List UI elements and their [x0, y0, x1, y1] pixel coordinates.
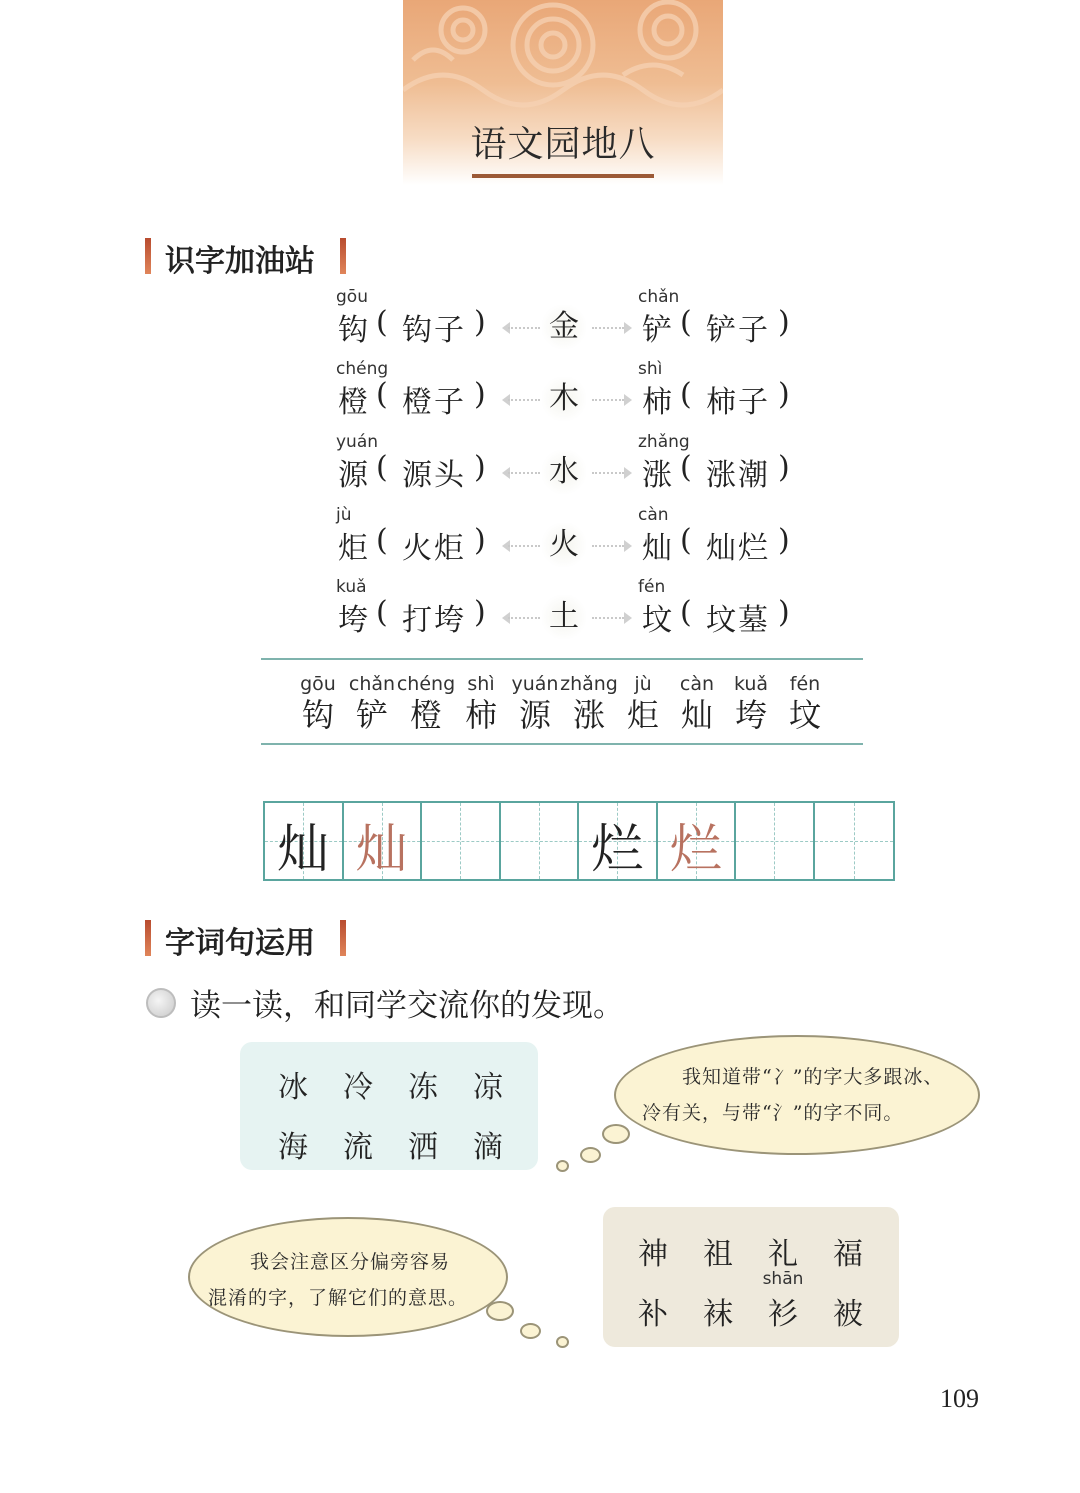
speech-bubble-right	[614, 1035, 980, 1155]
right-char: 坟	[642, 603, 672, 638]
paren-close: )	[778, 595, 790, 630]
paren-close: )	[474, 305, 486, 340]
radical-char: 火	[542, 523, 586, 567]
char-line-char: 橙	[409, 696, 442, 734]
char-line-pinyin: jù	[634, 673, 652, 695]
char-line-char: 坟	[788, 696, 821, 734]
paren-close: )	[474, 595, 486, 630]
arrow-line	[508, 327, 540, 331]
left-pinyin: gōu	[336, 287, 368, 307]
box-char: 洒	[408, 1130, 438, 1165]
paren-close: )	[778, 305, 790, 340]
radical-row	[330, 285, 810, 355]
right-char: 涨	[642, 458, 672, 493]
right-pinyin: zhǎng	[638, 432, 690, 452]
ice-radical-box	[240, 1042, 538, 1170]
left-char: 垮	[338, 603, 368, 638]
char-line-top-rule	[261, 658, 863, 660]
grid-cell	[736, 803, 815, 879]
char-line-char: 柿	[464, 696, 497, 734]
pinyin-shan: shān	[762, 1269, 804, 1289]
right-word: 灿烂	[706, 531, 770, 566]
right-pinyin: chǎn	[638, 287, 680, 307]
arrow-line	[508, 472, 540, 476]
char-line-pinyin: zhǎng	[560, 673, 618, 695]
right-word: 坟墓	[706, 603, 770, 638]
paren-open: (	[680, 595, 692, 630]
right-pinyin: shì	[638, 359, 663, 379]
writing-grid	[263, 801, 895, 881]
paren-open: (	[376, 523, 388, 558]
box-char: 滴	[473, 1130, 503, 1165]
box-char: 海	[278, 1130, 308, 1165]
left-char: 橙	[338, 385, 368, 420]
radical-row	[330, 575, 810, 645]
grid-cell	[344, 803, 423, 879]
radical-char: 土	[542, 595, 586, 639]
arrow-right-icon	[624, 612, 632, 624]
left-word: 源头	[402, 458, 466, 493]
char-line-pinyin: kuǎ	[733, 673, 769, 695]
left-pinyin: yuán	[336, 432, 379, 452]
title-underline	[472, 174, 654, 178]
bubble-dot	[486, 1301, 514, 1321]
char-line-bottom-rule	[261, 743, 863, 745]
clothing-radical-box	[603, 1207, 899, 1347]
bubble-dot	[556, 1160, 569, 1172]
arrow-line	[508, 545, 540, 549]
char-line-pinyin: fén	[789, 673, 821, 695]
arrow-right-icon	[624, 394, 632, 406]
page-title: 语文园地八	[470, 124, 656, 165]
instruction-text: 读一读，和同学交流你的发现。	[190, 988, 624, 1024]
left-char: 源	[338, 458, 368, 493]
bubble-dot	[556, 1336, 569, 1348]
right-char: 灿	[642, 531, 672, 566]
section-marker-left	[145, 238, 151, 274]
box-char: 神	[638, 1237, 668, 1272]
radical-char: 金	[542, 305, 586, 349]
box-char: 冻	[408, 1070, 438, 1105]
bubble-dot	[602, 1124, 630, 1144]
paren-open: (	[680, 523, 692, 558]
left-word: 火炬	[402, 531, 466, 566]
left-word: 钩子	[402, 313, 466, 348]
arrow-line	[592, 545, 624, 549]
radical-char: 木	[542, 377, 586, 421]
section-marker-right	[340, 238, 346, 274]
box-char: 礼	[768, 1237, 798, 1272]
arrow-line	[508, 399, 540, 403]
arrow-right-icon	[624, 467, 632, 479]
bubble-dot	[580, 1147, 601, 1163]
paren-open: (	[680, 377, 692, 412]
trace-char: 灿	[355, 820, 408, 880]
char-line-char: 垮	[734, 696, 767, 734]
char-line-char: 炬	[626, 696, 659, 734]
section-title-shizi: 识字加油站	[165, 244, 315, 279]
box-char: 凉	[473, 1070, 503, 1105]
trace-char: 烂	[669, 820, 722, 880]
section-marker-right	[340, 920, 346, 956]
left-char: 炬	[338, 531, 368, 566]
left-char: 钩	[338, 313, 368, 348]
left-word: 橙子	[402, 385, 466, 420]
paren-open: (	[376, 595, 388, 630]
right-pinyin: càn	[638, 505, 669, 525]
arrow-right-icon	[624, 540, 632, 552]
left-word: 打垮	[402, 603, 466, 638]
grid-cell	[265, 803, 344, 879]
left-pinyin: kuǎ	[336, 577, 367, 597]
radical-char: 水	[542, 450, 586, 494]
box-char: 冰	[278, 1070, 308, 1105]
arrow-line	[592, 327, 624, 331]
char-line-char: 涨	[572, 696, 605, 734]
model-char: 灿	[277, 820, 330, 880]
right-char: 柿	[642, 385, 672, 420]
char-line-char: 源	[518, 696, 551, 734]
grid-cell	[501, 803, 580, 879]
arrow-line	[592, 472, 624, 476]
section-title-zici: 字词句运用	[165, 926, 315, 961]
left-pinyin: chéng	[336, 359, 389, 379]
paren-close: )	[778, 450, 790, 485]
section-marker-left	[145, 920, 151, 956]
paren-open: (	[680, 305, 692, 340]
grid-cell	[815, 803, 893, 879]
right-word: 涨潮	[706, 458, 770, 493]
arrow-line	[592, 399, 624, 403]
char-line-char: 灿	[680, 696, 713, 734]
char-line-char: 钩	[301, 696, 334, 734]
radical-row	[330, 503, 810, 573]
box-char: 祖	[703, 1237, 733, 1272]
char-line-pinyin: chǎn	[348, 673, 396, 695]
box-char: 袜	[703, 1297, 733, 1332]
right-pinyin: fén	[638, 577, 666, 597]
paren-close: )	[778, 523, 790, 558]
grid-cell	[422, 803, 501, 879]
radical-row	[330, 430, 810, 500]
char-line-pinyin: shì	[467, 673, 495, 695]
paren-close: )	[474, 523, 486, 558]
bubble-right-line1: 我知道带“冫”的字大多跟冰、	[682, 1066, 944, 1088]
box-char: 衫	[768, 1297, 798, 1332]
char-line-pinyin: yuán	[511, 673, 559, 695]
page-number: 109	[940, 1384, 979, 1413]
box-char: 福	[833, 1237, 863, 1272]
box-char: 补	[638, 1297, 668, 1332]
paren-open: (	[376, 377, 388, 412]
paren-close: )	[778, 377, 790, 412]
char-line-pinyin: càn	[679, 673, 715, 695]
bubble-left-line1: 我会注意区分偏旁容易	[250, 1251, 451, 1273]
right-word: 铲子	[706, 313, 770, 348]
paren-close: )	[474, 450, 486, 485]
right-word: 柿子	[706, 385, 770, 420]
arrow-line	[592, 617, 624, 621]
paren-close: )	[474, 377, 486, 412]
char-line-pinyin: chéng	[396, 673, 456, 695]
bubble-left-line2: 混淆的字，了解它们的意思。	[208, 1287, 469, 1309]
arrow-line	[508, 617, 540, 621]
right-char: 铲	[642, 313, 672, 348]
paren-open: (	[376, 305, 388, 340]
paren-open: (	[376, 450, 388, 485]
read-aloud-icon	[146, 988, 176, 1018]
char-line-pinyin: gōu	[300, 673, 336, 695]
box-char: 流	[343, 1130, 373, 1165]
box-char: 被	[833, 1297, 863, 1332]
left-pinyin: jù	[336, 505, 352, 525]
speech-bubble-left	[188, 1217, 508, 1337]
radical-row	[330, 357, 810, 427]
bubble-dot	[520, 1323, 541, 1339]
arrow-right-icon	[624, 322, 632, 334]
char-line-char: 铲	[355, 696, 388, 734]
grid-cell	[579, 803, 658, 879]
paren-open: (	[680, 450, 692, 485]
model-char: 烂	[591, 820, 644, 880]
grid-cell	[658, 803, 737, 879]
box-char: 冷	[343, 1070, 373, 1105]
bubble-right-line2: 冷有关，与带“氵”的字不同。	[642, 1102, 904, 1124]
